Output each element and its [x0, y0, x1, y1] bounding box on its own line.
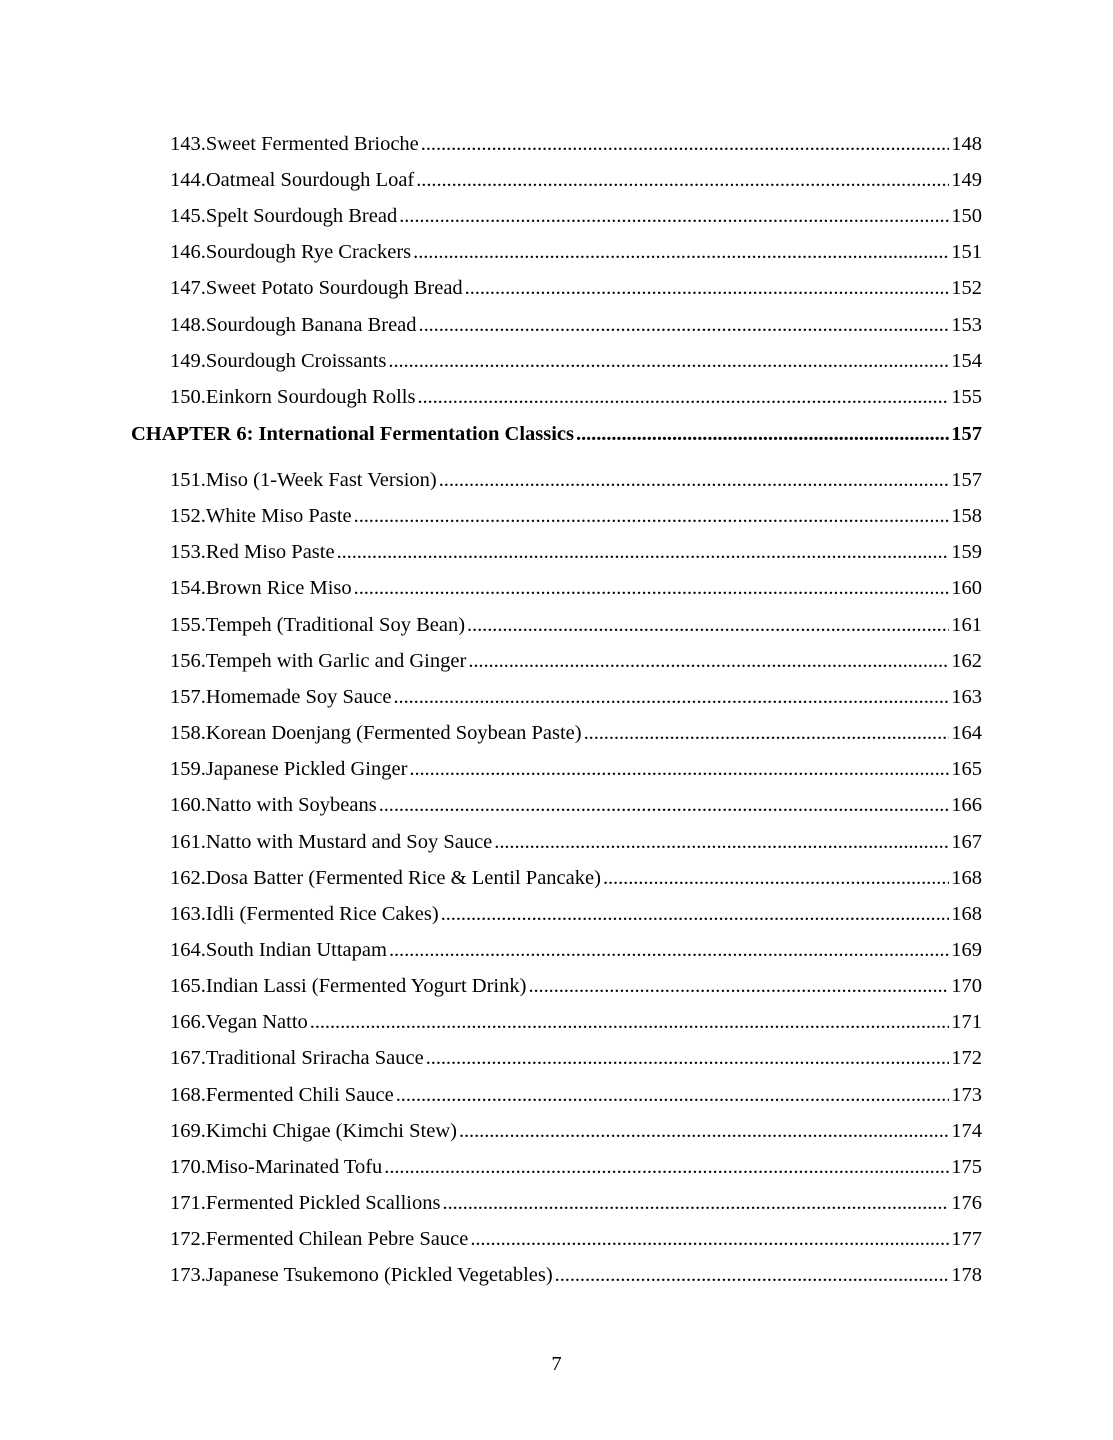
- toc-entry: [170, 132, 982, 156]
- toc-entry: [170, 385, 982, 409]
- dot-leader: [413, 240, 949, 264]
- entry-title: Red Miso Paste: [205, 541, 335, 564]
- entry-number: 168.: [170, 1083, 206, 1106]
- entry-number: 148.: [170, 313, 206, 336]
- entry-title: Traditional Sriracha Sauce: [205, 1047, 424, 1070]
- entry-title: Dosa Batter (Fermented Rice & Lentil Pancake): [205, 866, 601, 889]
- toc-entry: [170, 1155, 982, 1179]
- toc-entry: [170, 1010, 982, 1034]
- entry-number: 159.: [170, 758, 206, 781]
- entry-page: 169: [951, 938, 982, 961]
- dot-leader: [528, 974, 949, 998]
- entry-page: 174: [951, 1119, 982, 1142]
- dot-leader: [337, 540, 950, 564]
- entry-title: Korean Doenjang (Fermented Soybean Paste): [205, 722, 582, 745]
- dot-leader: [459, 1119, 949, 1143]
- toc-entry: [170, 938, 982, 962]
- dot-leader: [470, 1227, 949, 1251]
- dot-leader: [576, 422, 949, 446]
- dot-leader: [465, 276, 950, 300]
- toc-entry: [170, 240, 982, 264]
- chapter-title: CHAPTER 6: International Fermentation Classics: [131, 423, 575, 445]
- entry-number: 163.: [170, 902, 206, 925]
- dot-leader: [494, 830, 949, 854]
- entry-title: Oatmeal Sourdough Loaf: [205, 169, 415, 192]
- dot-leader: [409, 757, 949, 781]
- entry-number: 167.: [170, 1047, 206, 1070]
- toc-entry: [170, 1046, 982, 1070]
- entry-page: 177: [951, 1228, 982, 1251]
- dot-leader: [467, 613, 949, 637]
- entry-page: 154: [951, 349, 982, 372]
- entry-number: 162.: [170, 866, 206, 889]
- entry-number: 169.: [170, 1119, 206, 1142]
- toc-entry: [170, 1227, 982, 1251]
- entry-page: 176: [951, 1192, 982, 1214]
- entry-title: Fermented Chili Sauce: [205, 1083, 394, 1106]
- dot-leader: [416, 168, 949, 192]
- toc-entry: [170, 721, 982, 745]
- entry-page: 168: [951, 866, 982, 889]
- entry-number: 152.: [170, 505, 206, 528]
- dot-leader: [603, 866, 949, 890]
- dot-leader: [441, 902, 950, 926]
- entry-number: 151.: [170, 469, 206, 491]
- entry-number: 171.: [170, 1192, 206, 1214]
- dot-leader: [584, 721, 950, 745]
- entry-title: Sourdough Banana Bread: [205, 313, 417, 336]
- entry-title: Indian Lassi (Fermented Yogurt Drink): [205, 975, 527, 998]
- entry-page: 178: [951, 1264, 982, 1287]
- toc-entry: [170, 793, 982, 817]
- entry-title: Vegan Natto: [205, 1011, 308, 1034]
- entry-page: 151: [951, 241, 982, 264]
- toc-entry: [170, 902, 982, 926]
- entry-title: Sweet Fermented Brioche: [205, 133, 419, 155]
- entry-number: 149.: [170, 349, 206, 372]
- entry-page: 167: [951, 830, 982, 853]
- entry-title: Idli (Fermented Rice Cakes): [205, 902, 439, 925]
- entry-page: 163: [951, 685, 982, 708]
- dot-leader: [354, 504, 950, 528]
- entry-page: 170: [951, 975, 982, 998]
- entry-title: Miso-Marinated Tofu: [205, 1155, 383, 1178]
- entry-page: 173: [951, 1083, 982, 1106]
- entry-page: 152: [951, 277, 982, 300]
- entry-page: 175: [951, 1155, 982, 1178]
- entry-title: White Miso Paste: [205, 505, 352, 528]
- entry-number: 158.: [170, 722, 206, 745]
- toc-entry: [170, 204, 982, 228]
- dot-leader: [468, 649, 949, 673]
- toc-entry: [170, 504, 982, 528]
- entry-page: 158: [951, 505, 982, 528]
- entry-number: 153.: [170, 541, 206, 564]
- dot-leader: [354, 576, 950, 600]
- entry-title: Japanese Tsukemono (Pickled Vegetables): [205, 1264, 553, 1287]
- entry-title: Fermented Pickled Scallions: [205, 1192, 441, 1214]
- toc-entry: [170, 1083, 982, 1107]
- dot-leader: [442, 1191, 949, 1215]
- chapter-heading: [131, 422, 982, 446]
- entry-number: 156.: [170, 649, 206, 672]
- dot-leader: [426, 1046, 950, 1070]
- entry-page: 157: [951, 469, 982, 491]
- entry-number: 165.: [170, 975, 206, 998]
- dot-leader: [399, 204, 949, 228]
- toc-entry: [170, 276, 982, 300]
- entry-page: 149: [951, 169, 982, 192]
- dot-leader: [384, 1155, 949, 1179]
- entry-page: 165: [951, 758, 982, 781]
- dot-leader: [379, 793, 950, 817]
- entry-title: Japanese Pickled Ginger: [205, 758, 408, 781]
- entry-title: Spelt Sourdough Bread: [205, 205, 398, 228]
- entry-number: 147.: [170, 277, 206, 300]
- entry-number: 144.: [170, 169, 206, 192]
- entry-title: Fermented Chilean Pebre Sauce: [205, 1228, 469, 1251]
- entry-title: Tempeh with Garlic and Ginger: [205, 649, 467, 672]
- entry-page: 171: [951, 1011, 982, 1034]
- entry-page: 160: [951, 577, 982, 600]
- toc-entry: [170, 168, 982, 192]
- toc-entry: [170, 1119, 982, 1143]
- entry-title: Natto with Soybeans: [205, 794, 377, 817]
- toc-entry: [170, 540, 982, 564]
- entry-title: Sourdough Rye Crackers: [205, 241, 412, 264]
- entry-page: 155: [951, 385, 982, 408]
- entry-page: 150: [951, 205, 982, 228]
- dot-leader: [419, 313, 950, 337]
- chapter-page: 157: [951, 423, 982, 445]
- dot-leader: [389, 938, 949, 962]
- toc-entry: [170, 468, 982, 492]
- entry-page: 159: [951, 541, 982, 564]
- dot-leader: [388, 349, 949, 373]
- entry-number: 146.: [170, 241, 206, 264]
- toc-entry: [170, 1191, 982, 1215]
- entry-page: 172: [951, 1047, 982, 1070]
- dot-leader: [421, 132, 949, 156]
- entry-number: 154.: [170, 577, 206, 600]
- entry-number: 173.: [170, 1264, 206, 1287]
- toc-entry: [170, 349, 982, 373]
- entry-number: 150.: [170, 385, 206, 408]
- entry-number: 164.: [170, 938, 206, 961]
- entry-number: 157.: [170, 685, 206, 708]
- toc-entry: [170, 576, 982, 600]
- entry-title: Brown Rice Miso: [205, 577, 352, 600]
- entry-page: 168: [951, 902, 982, 925]
- entry-page: 153: [951, 313, 982, 336]
- toc-entry: [170, 613, 982, 637]
- toc-entry: [170, 830, 982, 854]
- dot-leader: [555, 1263, 950, 1287]
- dot-leader: [393, 685, 949, 709]
- dot-leader: [310, 1010, 949, 1034]
- dot-leader: [417, 385, 949, 409]
- toc-entry: [170, 866, 982, 890]
- entry-title: Miso (1-Week Fast Version): [205, 469, 437, 491]
- entry-title: Kimchi Chigae (Kimchi Stew): [205, 1119, 457, 1142]
- entry-number: 170.: [170, 1155, 206, 1178]
- entry-number: 143.: [170, 133, 206, 155]
- entry-number: 145.: [170, 205, 206, 228]
- entry-number: 161.: [170, 830, 206, 853]
- toc-entry: [170, 649, 982, 673]
- entry-number: 166.: [170, 1011, 206, 1034]
- page-number: 7: [551, 1353, 562, 1375]
- entry-number: 160.: [170, 794, 206, 817]
- entry-title: Sweet Potato Sourdough Bread: [205, 277, 463, 300]
- toc-entry: [170, 313, 982, 337]
- toc-entry: [170, 685, 982, 709]
- entry-page: 162: [951, 649, 982, 672]
- entry-title: Sourdough Croissants: [205, 349, 387, 372]
- toc-entry: [170, 757, 982, 781]
- entry-page: 161: [951, 613, 982, 636]
- entry-number: 155.: [170, 613, 206, 636]
- entry-page: 148: [951, 133, 982, 155]
- entry-title: Tempeh (Traditional Soy Bean): [205, 613, 466, 636]
- entry-title: South Indian Uttapam: [205, 938, 387, 961]
- entry-number: 172.: [170, 1228, 206, 1251]
- toc-entry: [170, 1263, 982, 1287]
- dot-leader: [396, 1083, 950, 1107]
- entry-title: Einkorn Sourdough Rolls: [205, 385, 416, 408]
- dot-leader: [439, 468, 950, 492]
- toc-entry: [170, 974, 982, 998]
- entry-title: Homemade Soy Sauce: [205, 685, 392, 708]
- entry-page: 164: [951, 722, 982, 745]
- entry-page: 166: [951, 794, 982, 817]
- entry-title: Natto with Mustard and Soy Sauce: [205, 830, 493, 853]
